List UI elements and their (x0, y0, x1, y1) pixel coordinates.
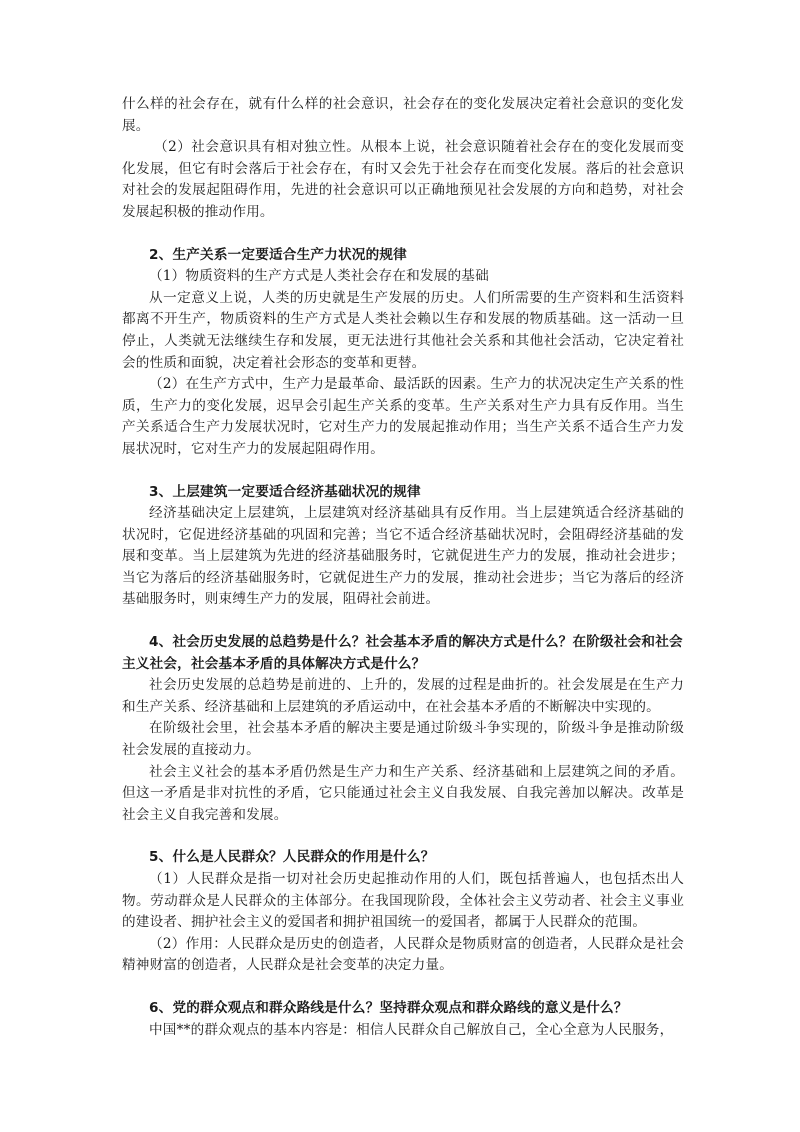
section-4-paragraph-1: 社会历史发展的总趋势是前进的、上升的，发展的过程是曲折的。社会发展是在生产力和生产关系、经济基础和上层建筑的矛盾运动中，在社会基本矛盾的不断解决中实现的。 (122, 677, 684, 715)
section-6-paragraph-1: 中国**的群众观点的基本内容是：相信人民群众自己解放自己，全心全意为人民服务， (149, 1021, 674, 1038)
section-6-heading: 6、党的群众观点和群众路线是什么？坚持群众观点和群众路线的意义是什么？ (149, 999, 628, 1016)
section-4-paragraph-3: 社会主义社会的基本矛盾仍然是生产力和生产关系、经济基础和上层建筑之间的矛盾。但这一矛盾是非对抗性的矛盾，它只能通过社会主义自我发展、自我完善加以解决。改革是社会主义自我完善和发展。 (122, 763, 684, 823)
section-4 (122, 632, 684, 826)
document-page (122, 94, 684, 1041)
section-3 (122, 482, 684, 612)
intro-paragraph-2: （2）社会意识具有相对独立性。从根本上说，社会意识随着社会存在的变化发展而变化发展，但它有时会落后于社会存在，有时又会先于社会存在而变化发展。落后的社会意识对社会的发展起阻碍作用，先进的社会意识可以正确地预见社会发展的方向和趋势，对社会发展起积极的推动作用。 (122, 139, 684, 220)
section-2-heading: 2、生产关系一定要适合生产力状况的规律 (149, 246, 407, 263)
section-3-paragraph-1: 经济基础决定上层建筑，上层建筑对经济基础具有反作用。当上层建筑适合经济基础的状况时，它促进经济基础的巩固和完善；当它不适合经济基础状况时，会阻碍经济基础的发展和变革。当上层建筑为先进的经济基础服务时，它就促进生产力的发展，推动社会进步；当它为落后的经济基础服务时，它就促进生产力的发展，推动社会进步；当它为落后的经济基础服务时，则束缚生产力的发展，阻碍社会前进。 (122, 505, 684, 608)
section-6 (122, 998, 684, 1041)
section-5 (122, 847, 684, 977)
section-5-heading: 5、什么是人民群众？人民群众的作用是什么？ (149, 849, 435, 866)
section-2 (122, 245, 684, 461)
section-4-paragraph-2: 在阶级社会里，社会基本矛盾的解决主要是通过阶级斗争实现的，阶级斗争是推动阶级社会发展的直接动力。 (122, 720, 684, 759)
section-3-heading: 3、上层建筑一定要适合经济基础状况的规律 (149, 483, 421, 500)
section-4-heading: 4、社会历史发展的总趋势是什么？社会基本矛盾的解决方式是什么？在阶级社会和社会主义社会，社会基本矛盾的具体解决方式是什么？ (122, 634, 683, 672)
section-2-paragraph-3: （2）在生产方式中，生产力是最革命、最活跃的因素。生产力的状况决定生产关系的性质，生产力的变化发展，迟早会引起生产关系的变革。生产关系对生产力具有反作用。当生产关系适合生产力发展状况时，它对生产力的发展起推动作用；当生产关系不适合生产力发展状况时，它对生产力的发展起阻碍作用。 (122, 376, 684, 457)
section-5-paragraph-2: （2）作用：人民群众是历史的创造者，人民群众是物质财富的创造者，人民群众是社会精神财富的创造者，人民群众是社会变革的决定力量。 (122, 935, 684, 974)
section-2-paragraph-1: （1）物质资料的生产方式是人类社会存在和发展的基础 (149, 268, 489, 285)
intro-paragraph-1: 什么样的社会存在，就有什么样的社会意识，社会存在的变化发展决定着社会意识的变化发展。 (122, 96, 684, 134)
section-2-paragraph-2: 从一定意义上说，人类的历史就是生产发展的历史。人们所需要的生产资料和生活资料都离不开生产，物质资料的生产方式是人类社会赖以生存和发展的物质基础。这一活动一旦停止，人类就无法继续生存和发展，更无法进行其他社会关系和其他社会活动，它决定着社会的性质和面貌，决定着社会形态的变革和更替。 (122, 289, 684, 371)
section-5-paragraph-1: （1）人民群众是指一切对社会历史起推动作用的人们，既包括普遍人，也包括杰出人物。劳动群众是人民群众的主体部分。在我国现阶段，全体社会主义劳动者、社会主义事业的建设者、拥护社会主义的爱国者和拥护祖国统一的爱国者，都属于人民群众的范围。 (122, 871, 684, 931)
